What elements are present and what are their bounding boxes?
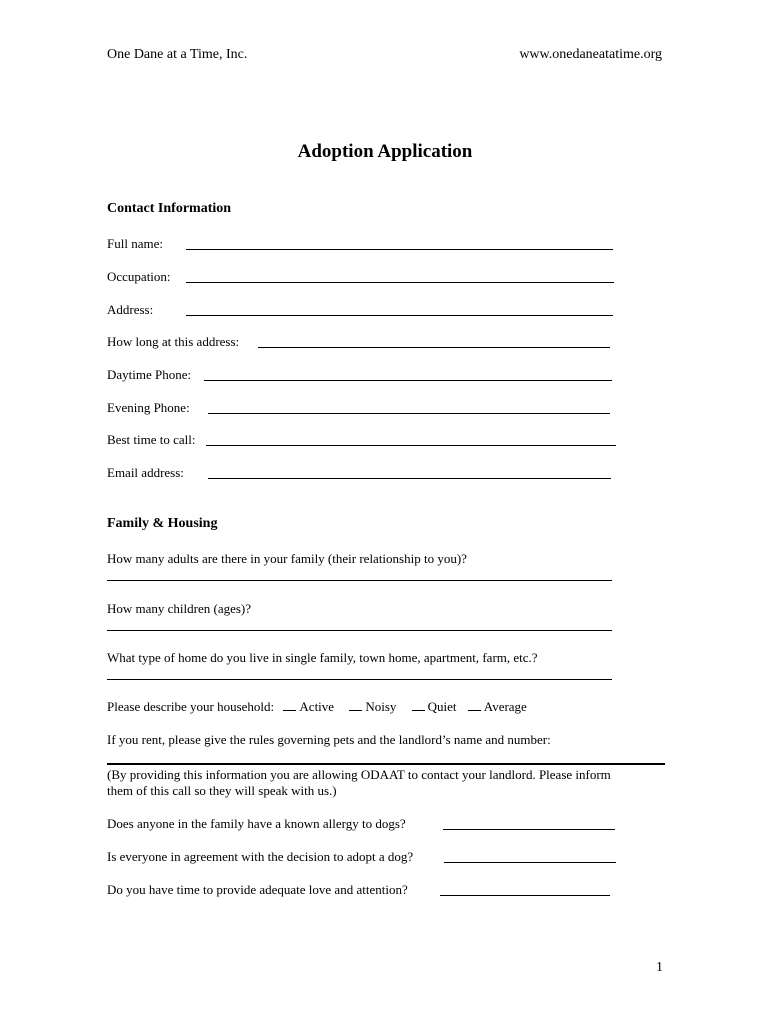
evening-phone-label: Evening Phone:	[107, 400, 190, 415]
household-option-noisy[interactable]: Noisy	[349, 699, 396, 715]
full-name-label: Full name:	[107, 236, 163, 251]
household-option-active[interactable]: Active	[283, 699, 334, 715]
page-number: 1	[656, 960, 663, 975]
how-long-field[interactable]	[258, 347, 610, 348]
how-long-label: How long at this address:	[107, 334, 240, 349]
agreement-answer-field[interactable]	[444, 862, 616, 863]
page-title: Adoption Application	[297, 141, 473, 162]
section-heading-family: Family & Housing	[107, 516, 218, 531]
time-question: Do you have time to provide adequate love and attention?	[107, 882, 408, 897]
home-type-question: What type of home do you live in single family, town home, apartment, farm, etc.?	[107, 650, 538, 665]
adults-question: How many adults are there in your family (their relationship to you)?	[107, 551, 467, 566]
household-prompt: Please describe your household:	[107, 699, 275, 714]
section-heading-contact: Contact Information	[107, 201, 232, 216]
household-description	[107, 699, 527, 715]
children-question: How many children (ages)?	[107, 601, 252, 616]
organization-name: One Dane at a Time, Inc.	[107, 47, 248, 62]
rent-question: If you rent, please give the rules governing pets and the landlord’s name and number:	[107, 732, 551, 747]
daytime-phone-field[interactable]	[204, 380, 612, 381]
email-label: Email address:	[107, 465, 184, 480]
occupation-label: Occupation:	[107, 269, 171, 284]
household-option-quiet[interactable]: Quiet	[412, 699, 457, 715]
best-time-field[interactable]	[206, 445, 616, 446]
time-answer-field[interactable]	[440, 895, 610, 896]
full-name-field[interactable]	[186, 249, 613, 250]
children-answer-field[interactable]	[107, 630, 612, 631]
address-label: Address:	[107, 302, 154, 317]
household-option-average[interactable]: Average	[468, 699, 527, 715]
rent-answer-field[interactable]	[107, 763, 665, 765]
occupation-field[interactable]	[186, 282, 614, 283]
evening-phone-field[interactable]	[208, 413, 610, 414]
landlord-note-line2: them of this call so they will speak with us.)	[107, 783, 337, 798]
best-time-label: Best time to call:	[107, 432, 196, 447]
daytime-phone-label: Daytime Phone:	[107, 367, 192, 382]
agreement-question: Is everyone in agreement with the decision to adopt a dog?	[107, 849, 414, 864]
home-type-answer-field[interactable]	[107, 679, 612, 680]
allergy-question: Does anyone in the family have a known allergy to dogs?	[107, 816, 406, 831]
adults-answer-field[interactable]	[107, 580, 612, 581]
website-url: www.onedaneatatime.org	[519, 47, 662, 62]
allergy-answer-field[interactable]	[443, 829, 615, 830]
email-field[interactable]	[208, 478, 611, 479]
address-field[interactable]	[186, 315, 613, 316]
landlord-note-line1: (By providing this information you are allowing ODAAT to contact your landlord. Please inform	[107, 767, 611, 782]
